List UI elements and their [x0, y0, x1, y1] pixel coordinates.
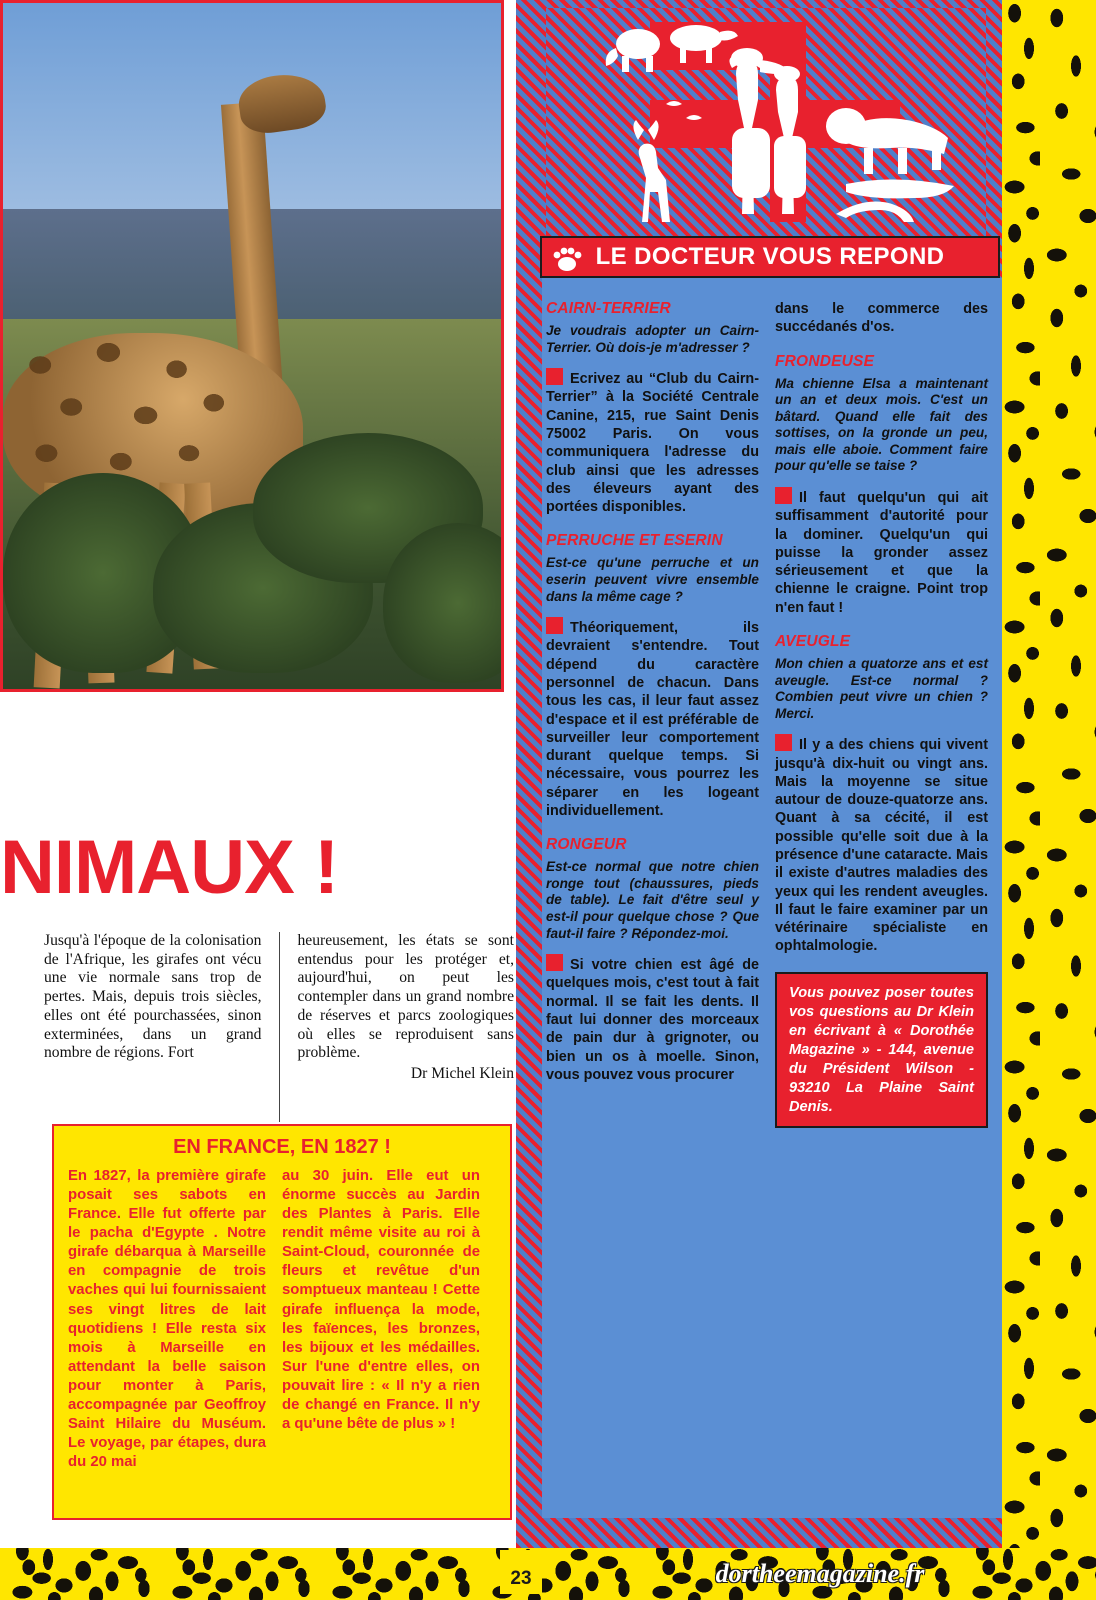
- red-square-bullet-icon: [546, 368, 563, 385]
- article-body: [44, 932, 514, 1122]
- article-signature: Dr Michel Klein: [410, 1064, 514, 1082]
- doctor-section-title: LE DOCTEUR VOUS REPOND: [595, 243, 945, 270]
- magazine-animal-logo: [546, 8, 986, 236]
- qa-question: Je voudrais adopter un Cairn-Terrier. Où dois-je m'adresser ?: [546, 323, 759, 355]
- qa-answer-continuation: dans le commerce des succédanés d'os.: [775, 301, 988, 336]
- contact-note-text: Vous pouvez poser toutes vos questions au Dr Klein en écrivant à « Dorothée Magazine » - 144, avenue du Président Wilson - 93210 La Plaine Saint Denis.: [789, 984, 974, 1115]
- qa-question: Est-ce qu'une perruche et un eserin peuvent vivre ensemble dans la même cage ?: [546, 555, 759, 604]
- red-square-bullet-icon: [546, 617, 563, 634]
- article-text-2: heureusement, les états se sont entendus pour les protéger et, aujourd'hui, on peut les contempler dans un grand nombre de réserves et parcs zoologiques où elles se reproduisent sans problème.: [297, 932, 514, 1062]
- giraffe-pattern-border-inner: [1002, 0, 1040, 1548]
- qa-item-frondeuse: [775, 353, 988, 617]
- qa-question: Est-ce normal que notre chien ronge tout (chaussures, pieds de table). Le fait d'être seul y est-il pour quelque chose ? Que faut-il faire ? Répondez-moi.: [546, 859, 759, 941]
- qa-item-aveugle: [775, 633, 988, 956]
- en-france-column-2: [282, 1167, 480, 1472]
- qa-answer-text: Ecrivez au “Club du Cairn-Terrier” à la Société Centrale Canine, 215, rue Saint Denis 75002 Paris. On vous communiquera l'adresse du club ainsi que les adresses des éleveurs ayant des portées disponibles.: [546, 371, 759, 516]
- en-france-column-1: [68, 1167, 266, 1472]
- qa-heading: PERRUCHE ET ESERIN: [546, 532, 723, 550]
- qa-question: Ma chienne Elsa a maintenant un an et deux mois. C'est un bâtard. Quand elle fait des sottises, on la gronde un peu, mais elle aboie. Comment faire pour qu'elle se taise ?: [775, 375, 988, 474]
- qa-column-right: [775, 300, 988, 1530]
- qa-answer: [546, 617, 759, 820]
- qa-answer: [775, 734, 988, 955]
- qa-answer: [546, 368, 759, 516]
- giraffe-photo: [0, 0, 504, 692]
- article-column-2: [279, 932, 514, 1122]
- footer-watermark: dortheemagazine.fr: [715, 1559, 925, 1588]
- qa-heading: FRONDEUSE: [775, 352, 875, 370]
- en-france-text-2: au 30 juin. Elle eut un énorme succès au Jardin des Plantes à Paris. Elle rendit même visite au roi à Saint-Cloud, couronnée de fleurs et revêtue d'un somptueux manteau ! Cette girafe influença la mode, les faïences, les bronzes, les bijoux et les médailles. Sur l'une d'entre elles, on pouvait lire : « Il n'y a rien de changé en France. Il n'y a qu'une bête de plus » !: [282, 1168, 480, 1433]
- qa-answer-text: Il y a des chiens qui vivent jusqu'à dix-huit ou vingt ans. Mais la moyenne se situe autour de douze-quatorze ans. Quant à sa cécité, il est possible qu'elle soit due à la présence d'une cataracte. Mais il existe d'autres maladies des yeux qui les rendent aveugles. Il faut le faire examiner par un vétérinaire spécialiste en ophtalmologie.: [775, 737, 988, 955]
- en-france-text-1: En 1827, la première girafe posait ses sabots en France. Elle fut offerte par le pacha d'Egypte . Notre girafe débarqua à Marseille en compagnie de trois vaches qui lui fournissaient ses vingt litres de lait quotidiens ! Elle resta six mois à Marseille en attendant la belle saison pour monter à Paris, accompagnée par Geoffroy Saint Hilaire du Muséum. Le voyage, par étapes, dura du 20 mai: [68, 1168, 266, 1471]
- red-square-bullet-icon: [546, 954, 563, 971]
- qa-heading: RONGEUR: [546, 836, 627, 854]
- page-title: NIMAUX !: [0, 825, 339, 910]
- contact-note-box: [775, 972, 988, 1129]
- qa-item-cairn-terrier: [546, 300, 759, 516]
- qa-answer: [546, 954, 759, 1084]
- en-france-box: [52, 1124, 512, 1520]
- article-text-1: Jusqu'à l'époque de la colonisation de l'Afrique, les girafes ont vécu une vie normale sans trop de pertes. Mais, depuis trois siècles, elles ont été pourchassées, sinon exterminées, dans un grand nombre de régions. Fort: [44, 932, 262, 1062]
- qa-answer-text: Théoriquement, ils devraient s'entendre. Tout dépend du caractère personnel de chacun. Dans tous les cas, il leur faut assez d'espace et il est préférable de surveiller leur comportement durant quelque temps. Si nécessaire, vous pourrez les séparer en les logeant individuellement.: [546, 620, 759, 819]
- logo-animal-silhouettes: [546, 8, 986, 236]
- qa-column-left: [546, 300, 759, 1530]
- qa-columns: [546, 300, 988, 1530]
- article-column-1: [44, 932, 261, 1122]
- red-square-bullet-icon: [775, 487, 792, 504]
- qa-question: Mon chien a quatorze ans et est aveugle. Est-ce normal ? Combien peut vivre un chien ? Merci.: [775, 656, 988, 721]
- qa-heading: CAIRN-TERRIER: [546, 300, 671, 317]
- en-france-columns: [68, 1167, 496, 1472]
- page-number: 23: [500, 1550, 542, 1594]
- giraffe-pattern-border-outer: [1040, 0, 1096, 1548]
- en-france-title: EN FRANCE, EN 1827 !: [173, 1136, 391, 1158]
- qa-item-perruche-et-eserin: [546, 532, 759, 820]
- qa-answer-text: Il faut quelqu'un qui ait suffisamment d'autorité pour la dominer. Quelqu'un qui puisse la gronder assez sérieusement et que la chienne le craigne. Point trop n'en faut !: [775, 490, 988, 616]
- qa-heading: AVEUGLE: [775, 633, 851, 650]
- qa-item-rongeur: [546, 836, 759, 1084]
- red-square-bullet-icon: [775, 734, 792, 751]
- paw-icon: [550, 244, 584, 274]
- qa-answer-text: Si votre chien est âgé de quelques mois, c'est tout à fait normal. Il se fait les dents. Il faut lui donner des morceaux de pain dur à grignoter, ou bien un os à moelle. Sinon, vous pouvez vous procurer: [546, 957, 759, 1083]
- doctor-section-title-bar: [540, 236, 1000, 278]
- qa-answer: [775, 487, 988, 617]
